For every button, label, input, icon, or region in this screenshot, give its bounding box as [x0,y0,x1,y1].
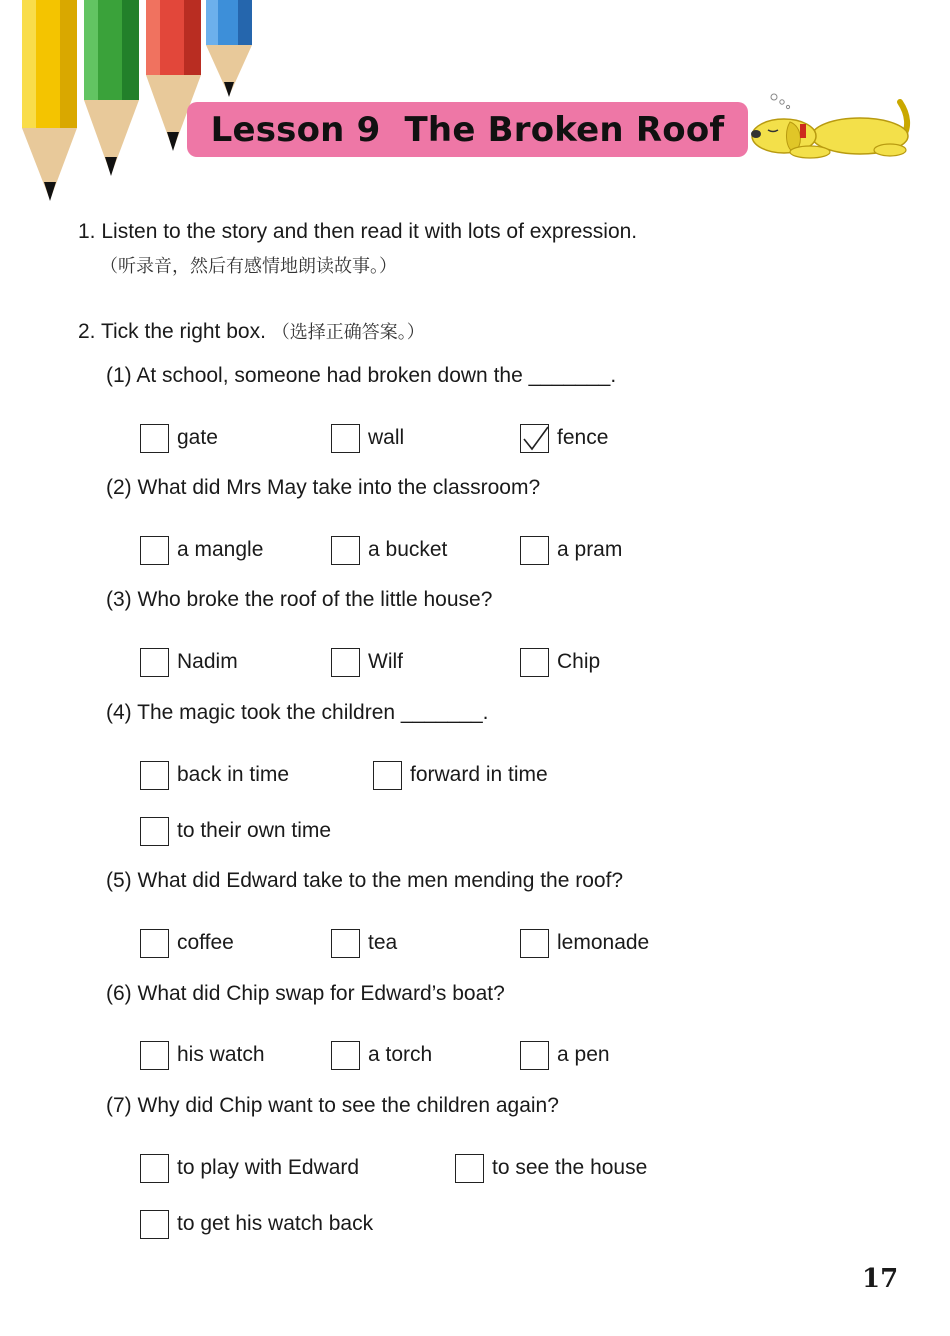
checkbox[interactable] [331,1041,360,1070]
option-q3-b[interactable] [331,646,403,678]
question-3: (3) Who broke the roof of the little house? [106,588,493,611]
option-label: a torch [368,1043,433,1066]
checkbox[interactable] [140,1041,169,1070]
option-q6-a[interactable] [140,1039,265,1071]
option-label: Chip [557,650,601,673]
option-q4-c[interactable] [140,815,331,847]
question-6: (6) What did Chip swap for Edward’s boat? [106,982,505,1005]
option-q2-a[interactable] [140,534,263,566]
option-q7-c[interactable] [140,1208,373,1240]
task1-instruction: 1. Listen to the story and then read it with lots of expression. [78,220,638,243]
question-7: (7) Why did Chip want to see the children again? [106,1094,559,1117]
checkbox[interactable] [140,1154,169,1183]
lesson-title: Lesson 9 The Broken Roof [210,109,725,150]
checkbox-checked[interactable] [520,424,549,453]
option-label: to get his watch back [177,1212,374,1235]
option-q4-a[interactable] [140,759,289,791]
option-label: a pram [557,538,623,561]
checkbox[interactable] [140,536,169,565]
option-label: Nadim [177,650,238,673]
question-1: (1) At school, someone had broken down the _______. [106,364,617,387]
option-label: Wilf [368,650,403,673]
checkbox[interactable] [520,536,549,565]
question-2: (2) What did Mrs May take into the classroom? [106,476,541,499]
option-label: to play with Edward [177,1156,360,1179]
option-q6-b[interactable] [331,1039,432,1071]
option-q2-b[interactable] [331,534,447,566]
option-q1-gate[interactable] [140,422,218,454]
option-label: gate [177,426,218,449]
option-label: fence [557,426,609,449]
option-q5-a[interactable] [140,927,234,959]
option-label: coffee [177,931,234,954]
checkbox[interactable] [140,761,169,790]
sleeping-dog-illustration [750,92,920,162]
option-q4-b[interactable] [373,759,548,791]
option-label: a mangle [177,538,264,561]
page-number: 17 [862,1264,899,1294]
checkbox[interactable] [331,424,360,453]
option-q6-c[interactable] [520,1039,610,1071]
task2-instruction [78,318,425,344]
option-q3-c[interactable] [520,646,600,678]
checkbox[interactable] [140,929,169,958]
checkbox[interactable] [331,929,360,958]
option-q1-fence[interactable] [520,422,608,454]
option-q7-b[interactable] [455,1152,647,1184]
option-q5-c[interactable] [520,927,649,959]
checkbox[interactable] [373,761,402,790]
option-label: a pen [557,1043,610,1066]
checkbox[interactable] [331,536,360,565]
task2-chinese-instruction: （选择正确答案。） [271,322,425,343]
option-label: tea [368,931,398,954]
option-q2-c[interactable] [520,534,622,566]
checkbox[interactable] [140,817,169,846]
lesson-title-banner [187,102,748,157]
checkbox[interactable] [520,929,549,958]
option-q5-b[interactable] [331,927,397,959]
task1-chinese-instruction: （听录音，然后有感情地朗读故事。） [100,256,397,277]
option-label: his watch [177,1043,265,1066]
checkbox[interactable] [140,648,169,677]
task2-text: 2. Tick the right box. [78,320,266,343]
question-5: (5) What did Edward take to the men mending the roof? [106,869,624,892]
question-4: (4) The magic took the children _______. [106,701,489,724]
option-label: back in time [177,763,290,786]
option-label: wall [368,426,405,449]
option-label: to see the house [492,1156,648,1179]
checkbox[interactable] [520,648,549,677]
checkmark-icon [521,425,550,454]
checkbox[interactable] [140,424,169,453]
option-label: forward in time [410,763,548,786]
option-label: a bucket [368,538,448,561]
option-q7-a[interactable] [140,1152,359,1184]
checkbox[interactable] [520,1041,549,1070]
option-label: lemonade [557,931,650,954]
checkbox[interactable] [140,1210,169,1239]
option-label: to their own time [177,819,332,842]
checkbox[interactable] [331,648,360,677]
option-q1-wall[interactable] [331,422,404,454]
checkbox[interactable] [455,1154,484,1183]
option-q3-a[interactable] [140,646,238,678]
